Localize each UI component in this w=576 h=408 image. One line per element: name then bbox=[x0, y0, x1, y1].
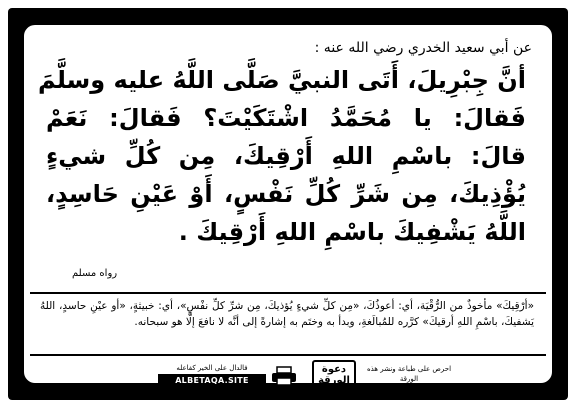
hadith-line: يُؤْذِيكَ، مِن شَرِّ كُلِّ نَفْسٍ، أَوْ عَيْنِ حَاسِدٍ، bbox=[46, 180, 526, 208]
footer-print-note: احرص على طباعة ونشر هذه الورقة bbox=[366, 365, 452, 383]
hadith-intro: عن أبي سعيد الخدري رضي الله عنه : bbox=[314, 40, 532, 56]
printer-icon bbox=[270, 366, 298, 386]
footer-site-block bbox=[158, 364, 266, 387]
narrator-label: رواه مسلم bbox=[72, 268, 118, 279]
hadith-line: أنَّ جِبْرِيلَ، أَتَى النبيَّ صَلَّى اللَّهُ عليه وسلَّمَ bbox=[38, 66, 526, 94]
divider bbox=[30, 292, 546, 294]
brand-logo: دعوة الورقة bbox=[312, 360, 356, 390]
site-link[interactable]: ALBETAQA.SITE bbox=[158, 374, 266, 387]
hadith-line: اللَّهُ يَشْفِيكَ باسْمِ اللهِ أَرْقِيكَ . bbox=[178, 218, 526, 246]
explanation-text: «أرْقِيكَ» مأخوذٌ من الرُّقْيَة، أي: أعوذُكَ، «مِن كلِّ شيءٍ يُؤذيكَ، مِن شرِّ كلِّ نفْسٍ»، أي: خبيثةٍ، «أو عيْنِ حاسدٍ، اللهُ يَشفيكَ، باسْمِ اللهِ أرقيكَ» كرَّره للمُبالَغةِ، وبدأ به وختَم به إشارةً إلى أنَّه لا نافعَ إلَّا هو سبحانه. bbox=[40, 300, 534, 328]
hadith-line: فَقالَ: يا مُحَمَّدُ اشْتَكَيْتَ؟ فَقالَ: نَعَمْ bbox=[46, 104, 526, 132]
footer-tagline: فالدال على الخير كفاعله bbox=[176, 364, 248, 372]
footer bbox=[30, 354, 546, 392]
hadith-line: قالَ: باسْمِ اللهِ أَرْقِيكَ، مِن كُلِّ شيءٍ bbox=[46, 142, 526, 170]
